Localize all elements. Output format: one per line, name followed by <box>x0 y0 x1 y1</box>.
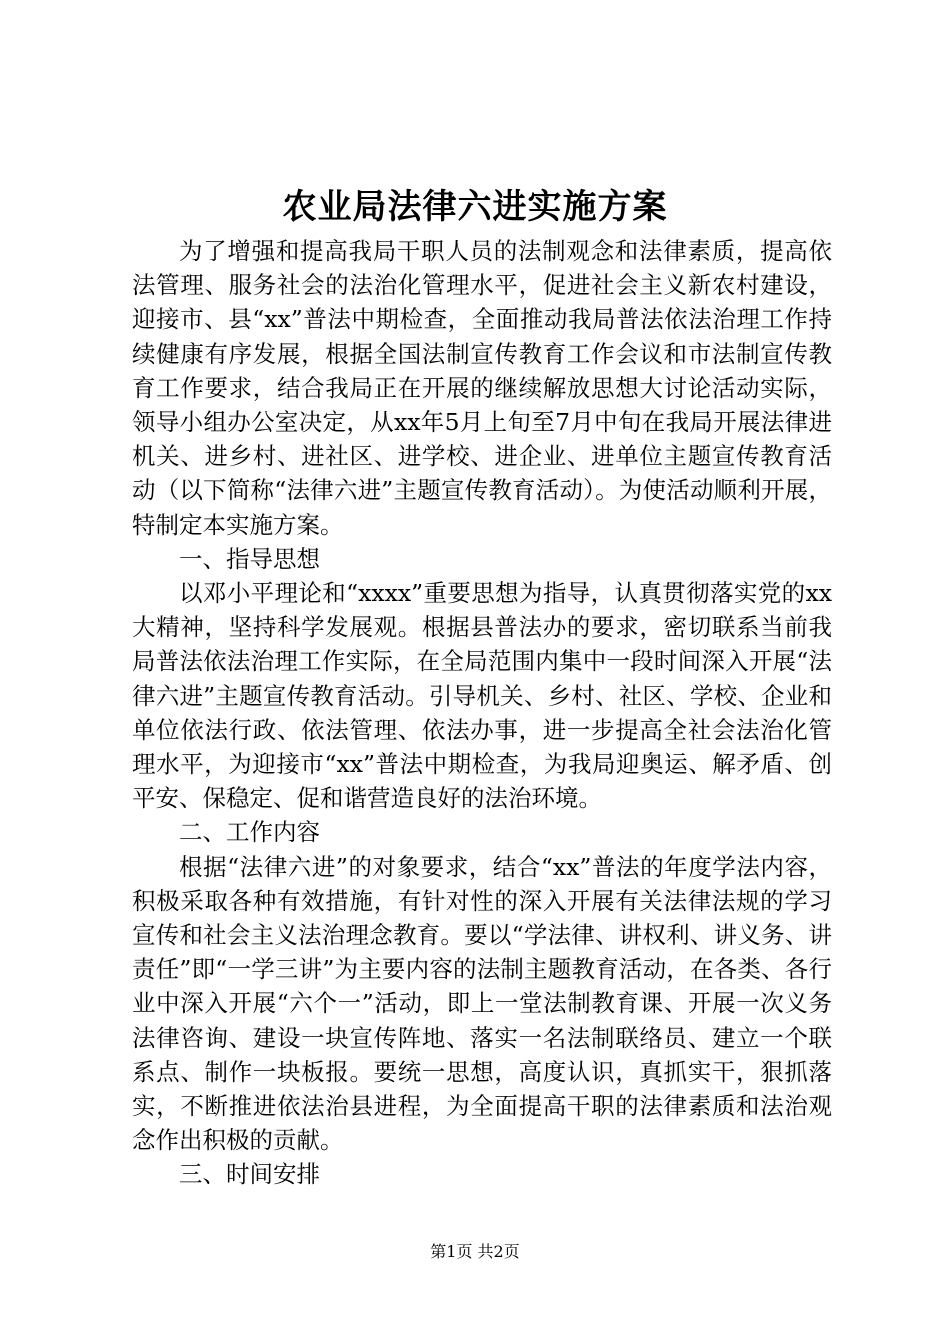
document-title: 农业局法律六进实施方案 <box>282 187 668 227</box>
paragraph-guiding-thought: 以邓小平理论和“xxxx”重要思想为指导，认真贯彻落实党的xx大精神，坚持科学发展观。根据县普法办的要求，密切联系当前我局普法依法治理工作实际，在全局范围内集中一段时间深入开展“法律六进”主题宣传教育活动。引导机关、乡村、社区、学校、企业和单位依法行政、依法管理、依法办事，进一步提高全社会法治化管理水平，为迎接市“xx”普法中期检查，为我局迎奥运、解矛盾、创平安、保稳定、促和谐营造良好的法治环境。 <box>132 579 832 813</box>
paragraph-work-content: 根据“法律六进”的对象要求，结合“xx”普法的年度学法内容，积极采取各种有效措施，有针对性的深入开展有关法律法规的学习宣传和社会主义法治理念教育。要以“学法律、讲权利、讲义务、讲责任”即“一学三讲”为主要内容的法制主题教育活动，在各类、各行业中深入开展“六个一”活动，即上一堂法制教育课、开展一次义务法律咨询、建设一块宣传阵地、落实一名法制联络员、建立一个联系点、制作一块板报。要统一思想，高度认识，真抓实干，狠抓落实，不断推进依法治县进程，为全面提高干职的法律素质和法治观念作出积极的贡献。 <box>132 852 832 1155</box>
document-body <box>132 234 832 1192</box>
page-footer: 第1页 共2页 <box>430 1242 520 1261</box>
paragraph-intro: 为了增强和提高我局干职人员的法制观念和法律素质，提高依法管理、服务社会的法治化管理水平，促进社会主义新农村建设，迎接市、县“xx”普法中期检查，全面推动我局普法依法治理工作持续健康有序发展，根据全国法制宣传教育工作会议和市法制宣传教育工作要求，结合我局正在开展的继续解放思想大讨论活动实际，领导小组办公室决定，从xx年5月上旬至7月中旬在我局开展法律进机关、进乡村、进社区、进学校、进企业、进单位主题宣传教育活动（以下简称“法律六进”主题宣传教育活动）。为使活动顺利开展，特制定本实施方案。 <box>132 237 832 539</box>
section-heading-2: 二、工作内容 <box>179 818 320 847</box>
section-heading-3: 三、时间安排 <box>179 1160 320 1189</box>
section-heading-1: 一、指导思想 <box>179 544 320 573</box>
